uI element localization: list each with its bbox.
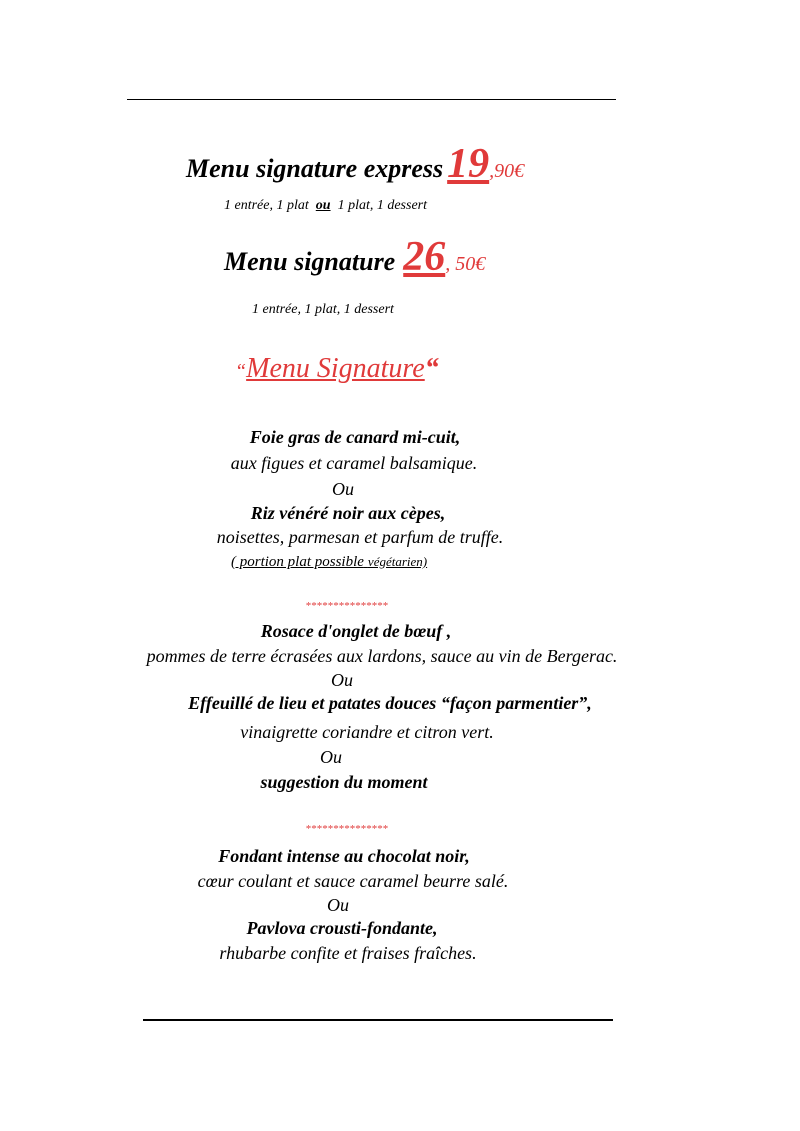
dessert-2-name: Pavlova crousti-fondante, (246, 918, 438, 938)
vegetarian-note (231, 553, 427, 571)
express-desc-right: 1 plat, 1 dessert (337, 198, 428, 213)
dessert-1-description: cœur coulant et sauce caramel beurre salé. (197, 871, 509, 891)
bottom-divider (143, 1019, 613, 1021)
dessert-or: Ou (327, 895, 349, 915)
express-menu-title: Menu signature express (186, 154, 444, 183)
express-menu-heading (186, 140, 524, 188)
separator-2: *************** (305, 823, 389, 835)
express-price-main: 19 (447, 141, 490, 187)
starter-1-description: aux figues et caramel balsamique. (230, 453, 478, 473)
main-or-1: Ou (331, 670, 353, 690)
separator-1: *************** (305, 600, 389, 612)
starter-2-name: Riz vénéré noir aux cèpes, (250, 503, 446, 523)
express-desc-left: 1 entrée, 1 plat (224, 198, 309, 213)
starter-1-name: Foie gras de canard mi-cuit, (249, 427, 461, 447)
section-title-close-quote: “ (424, 353, 439, 384)
main-1-name: Rosace d'onglet de bœuf , (260, 621, 452, 641)
main-2-description: vinaigrette coriandre et citron vert. (240, 722, 494, 742)
vegetarian-note-main: ( portion plat possible (231, 554, 364, 570)
signature-price-cents: , 50€ (445, 253, 486, 275)
express-menu-description (224, 198, 427, 214)
top-divider (127, 99, 616, 100)
dessert-1-name: Fondant intense au chocolat noir, (218, 846, 470, 866)
main-1-description: pommes de terre écrasées aux lardons, sauce au vin de Bergerac. (146, 646, 618, 666)
signature-menu-title: Menu signature (224, 247, 396, 276)
section-title-text: Menu Signature (246, 353, 425, 384)
starter-2-description: noisettes, parmesan et parfum de truffe. (216, 527, 504, 547)
signature-menu-description: 1 entrée, 1 plat, 1 dessert (252, 302, 394, 317)
vegetarian-note-small: végétarien) (367, 554, 428, 569)
signature-menu-heading (224, 233, 485, 281)
main-2-name: Effeuillé de lieu et patates douces “façon parmentier”, (188, 693, 592, 713)
express-price-cents: ,90€ (489, 160, 525, 182)
starter-or: Ou (332, 479, 354, 499)
signature-price-main: 26 (403, 234, 446, 280)
section-title (235, 353, 439, 385)
express-desc-or: ou (315, 198, 331, 213)
main-3-name: suggestion du moment (260, 772, 428, 792)
main-or-2: Ou (320, 747, 342, 767)
section-title-open-quote: “ (235, 360, 247, 382)
dessert-2-description: rhubarbe confite et fraises fraîches. (219, 943, 477, 963)
